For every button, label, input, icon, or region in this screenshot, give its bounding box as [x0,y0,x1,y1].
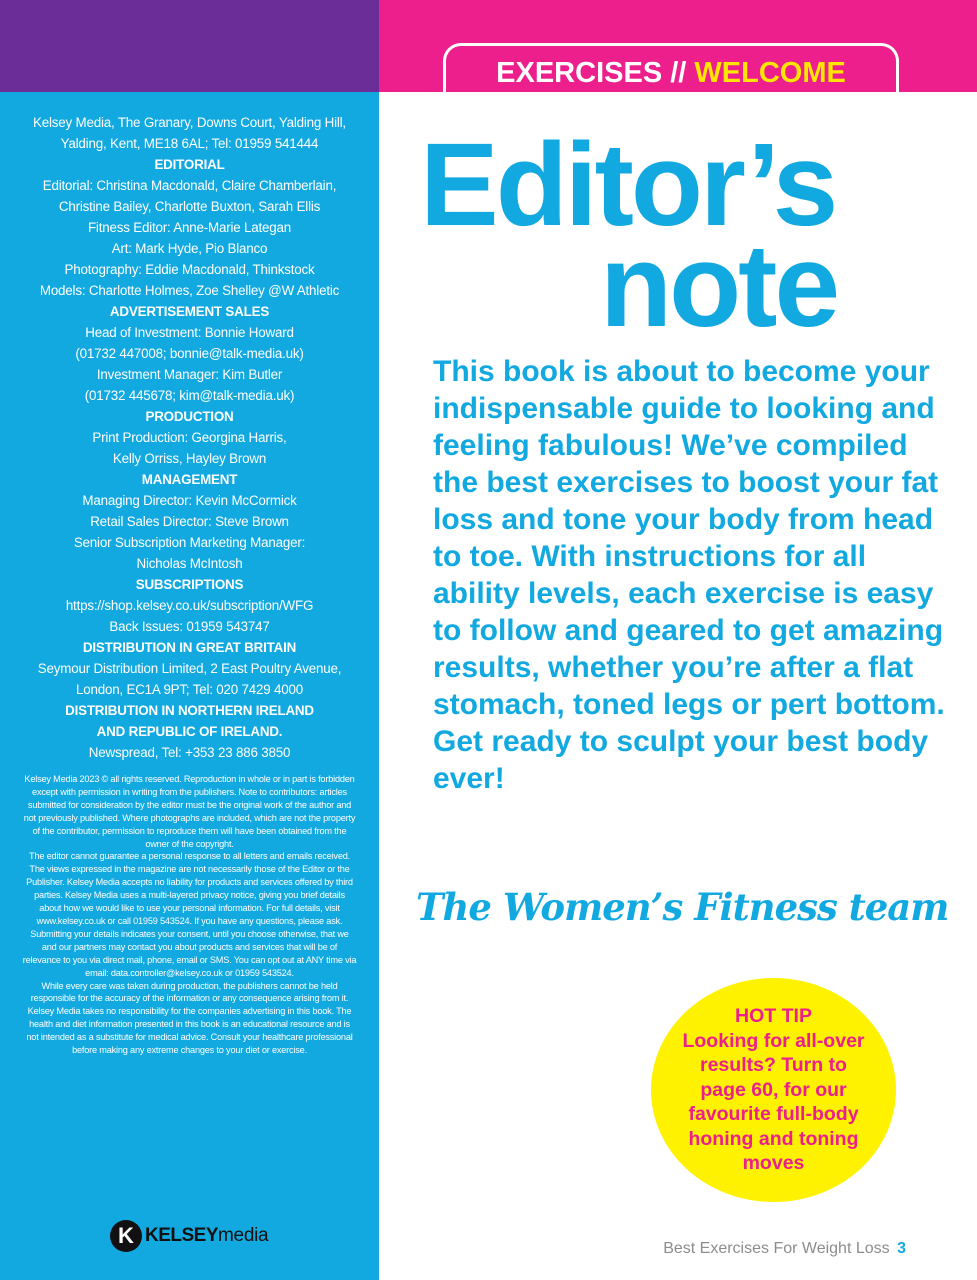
logo-word-media: media [218,1225,269,1246]
imprint-line: Back Issues: 01959 543747 [109,619,270,634]
production-heading: PRODUCTION [145,409,234,424]
imprint-line: London, EC1A 9PT; Tel: 020 7429 4000 [75,682,304,697]
publisher-address: Kelsey Media, The Granary, Downs Court, Yalding Hill, Yalding, Kent, ME18 6AL; Tel: 01959 541444 [33,115,346,151]
page-number: 3 [897,1240,906,1257]
tab-bottom-cover [446,92,896,114]
imprint-line: Print Production: Georgina Harris, [92,430,287,445]
legal-paragraph: email: data.controller@kelsey.co.uk or 01959 543524. [85,967,294,978]
intro-paragraph: This book is about to become your indispensable guide to looking and feeling fabulous! We’ve compiled the best exercises to boost your fat loss and tone your body from head to toe. With instructions for all ability levels, each exercise is easy to follow and geared to get amazing results, whether you’re after a flat stomach, toned legs or pert bottom. Get ready to sculpt your best body ever! [433,355,945,795]
publication-name: Best Exercises For Weight Loss [663,1240,890,1257]
imprint-line: Seymour Distribution Limited, 2 East Poultry Avenue, [37,661,342,676]
distribution-ni-heading-continued: AND REPUBLIC OF IRELAND. [96,724,283,739]
page-footer [663,1240,906,1258]
imprint-line: Nicholas McIntosh [136,556,243,571]
kelsey-k-icon: K [110,1220,142,1252]
section-sublabel: WELCOME [694,57,846,89]
logo-word-kelsey: KELSEY [145,1225,219,1246]
page-title-line-2: note [600,220,838,352]
legal-notice [22,773,357,1057]
imprint-block [22,112,357,763]
imprint-line: Models: Charlotte Holmes, Zoe Shelley @W Athletic [39,283,340,298]
hot-tip-heading: HOT TIP [735,1005,812,1028]
legal-paragraph: Kelsey Media 2023 © all rights reserved. Reproduction in whole or in part is forbidden except with permission in writing from the publishers. Note to contributors: articles submitted for consideration by the editor must be the original work of the author and not previously published. Where photographs are included, which are not the property of the contributor, permission to reproduce them will have been obtained from the owner of the copyright. [23,774,356,849]
editorial-heading: EDITORIAL [154,157,225,172]
imprint-line: Retail Sales Director: Steve Brown [90,514,289,529]
advertising-heading: ADVERTISEMENT SALES [109,304,270,319]
section-label: EXERCISES [496,57,663,89]
page-title-line-1: Editor’s [420,119,836,251]
subscriptions-heading: SUBSCRIPTIONS [135,577,244,592]
kelsey-media-logo [110,1219,268,1253]
hot-tip-badge [651,978,896,1202]
distribution-ni-heading: DISTRIBUTION IN NORTHERN IRELAND [65,703,314,718]
legal-paragraph: The editor cannot guarantee a personal response to all letters and emails received. The views expressed in the magazine are not necessarily those of the Editor or the Publisher. Kelsey Media accepts no liability for products and services offered by third parties. Kelsey Media uses a multi-layered privacy notice, giving you brief details about how we would like to use your personal information. For full details, visit www.kelsey.co.uk or call 01959 543524. If you have any questions, please ask. Submitting your details indicates your consent, until you choose otherwise, that we and our partners may contact you about products and services that will be of relevance to you via direct mail, phone, email or SMS. You can opt out at ANY time via [22,851,357,965]
subscription-link[interactable]: https://shop.kelsey.co.uk/subscription/WFG [65,598,314,613]
management-heading: MANAGEMENT [141,472,238,487]
hot-tip-text: Looking for all-over results? Turn to page 60, for our favourite full-body honing and toning moves [682,1029,865,1175]
imprint-line: Christine Bailey, Charlotte Buxton, Sarah Ellis [58,199,321,214]
imprint-line: Fitness Editor: Anne-Marie Lategan [87,220,292,235]
imprint-line: Senior Subscription Marketing Manager: [73,535,306,550]
section-separator: // [670,57,687,89]
imprint-line: (01732 447008; bonnie@talk-media.uk) [75,346,304,361]
imprint-line: Newspread, Tel: +353 23 886 3850 [88,745,291,760]
imprint-line: (01732 445678; kim@talk-media.uk) [84,388,295,403]
imprint-line: Photography: Eddie Macdonald, Thinkstock [64,262,315,277]
imprint-line: Kelly Orriss, Hayley Brown [112,451,267,466]
imprint-line: Managing Director: Kevin McCormick [82,493,297,508]
imprint-line: Art: Mark Hyde, Pio Blanco [111,241,268,256]
signature: The Women’s Fitness team [416,885,949,929]
left-top-band [0,0,379,92]
legal-paragraph: While every care was taken during production, the publishers cannot be held responsible for the accuracy of the information or any consequence arising from it. Kelsey Media takes no responsibility for the companies advertising in this book. The health and diet information presented in this book is an educational resource and is not intended as a substitute for medical advice. Consult your healthcare professional before making any extreme changes to your diet or exercise. [26,980,353,1056]
imprint-line: Investment Manager: Kim Butler [96,367,283,382]
imprint-line: Head of Investment: Bonnie Howard [85,325,294,340]
distribution-gb-heading: DISTRIBUTION IN GREAT BRITAIN [82,640,297,655]
imprint-line: Editorial: Christina Macdonald, Claire Chamberlain, [42,178,337,193]
